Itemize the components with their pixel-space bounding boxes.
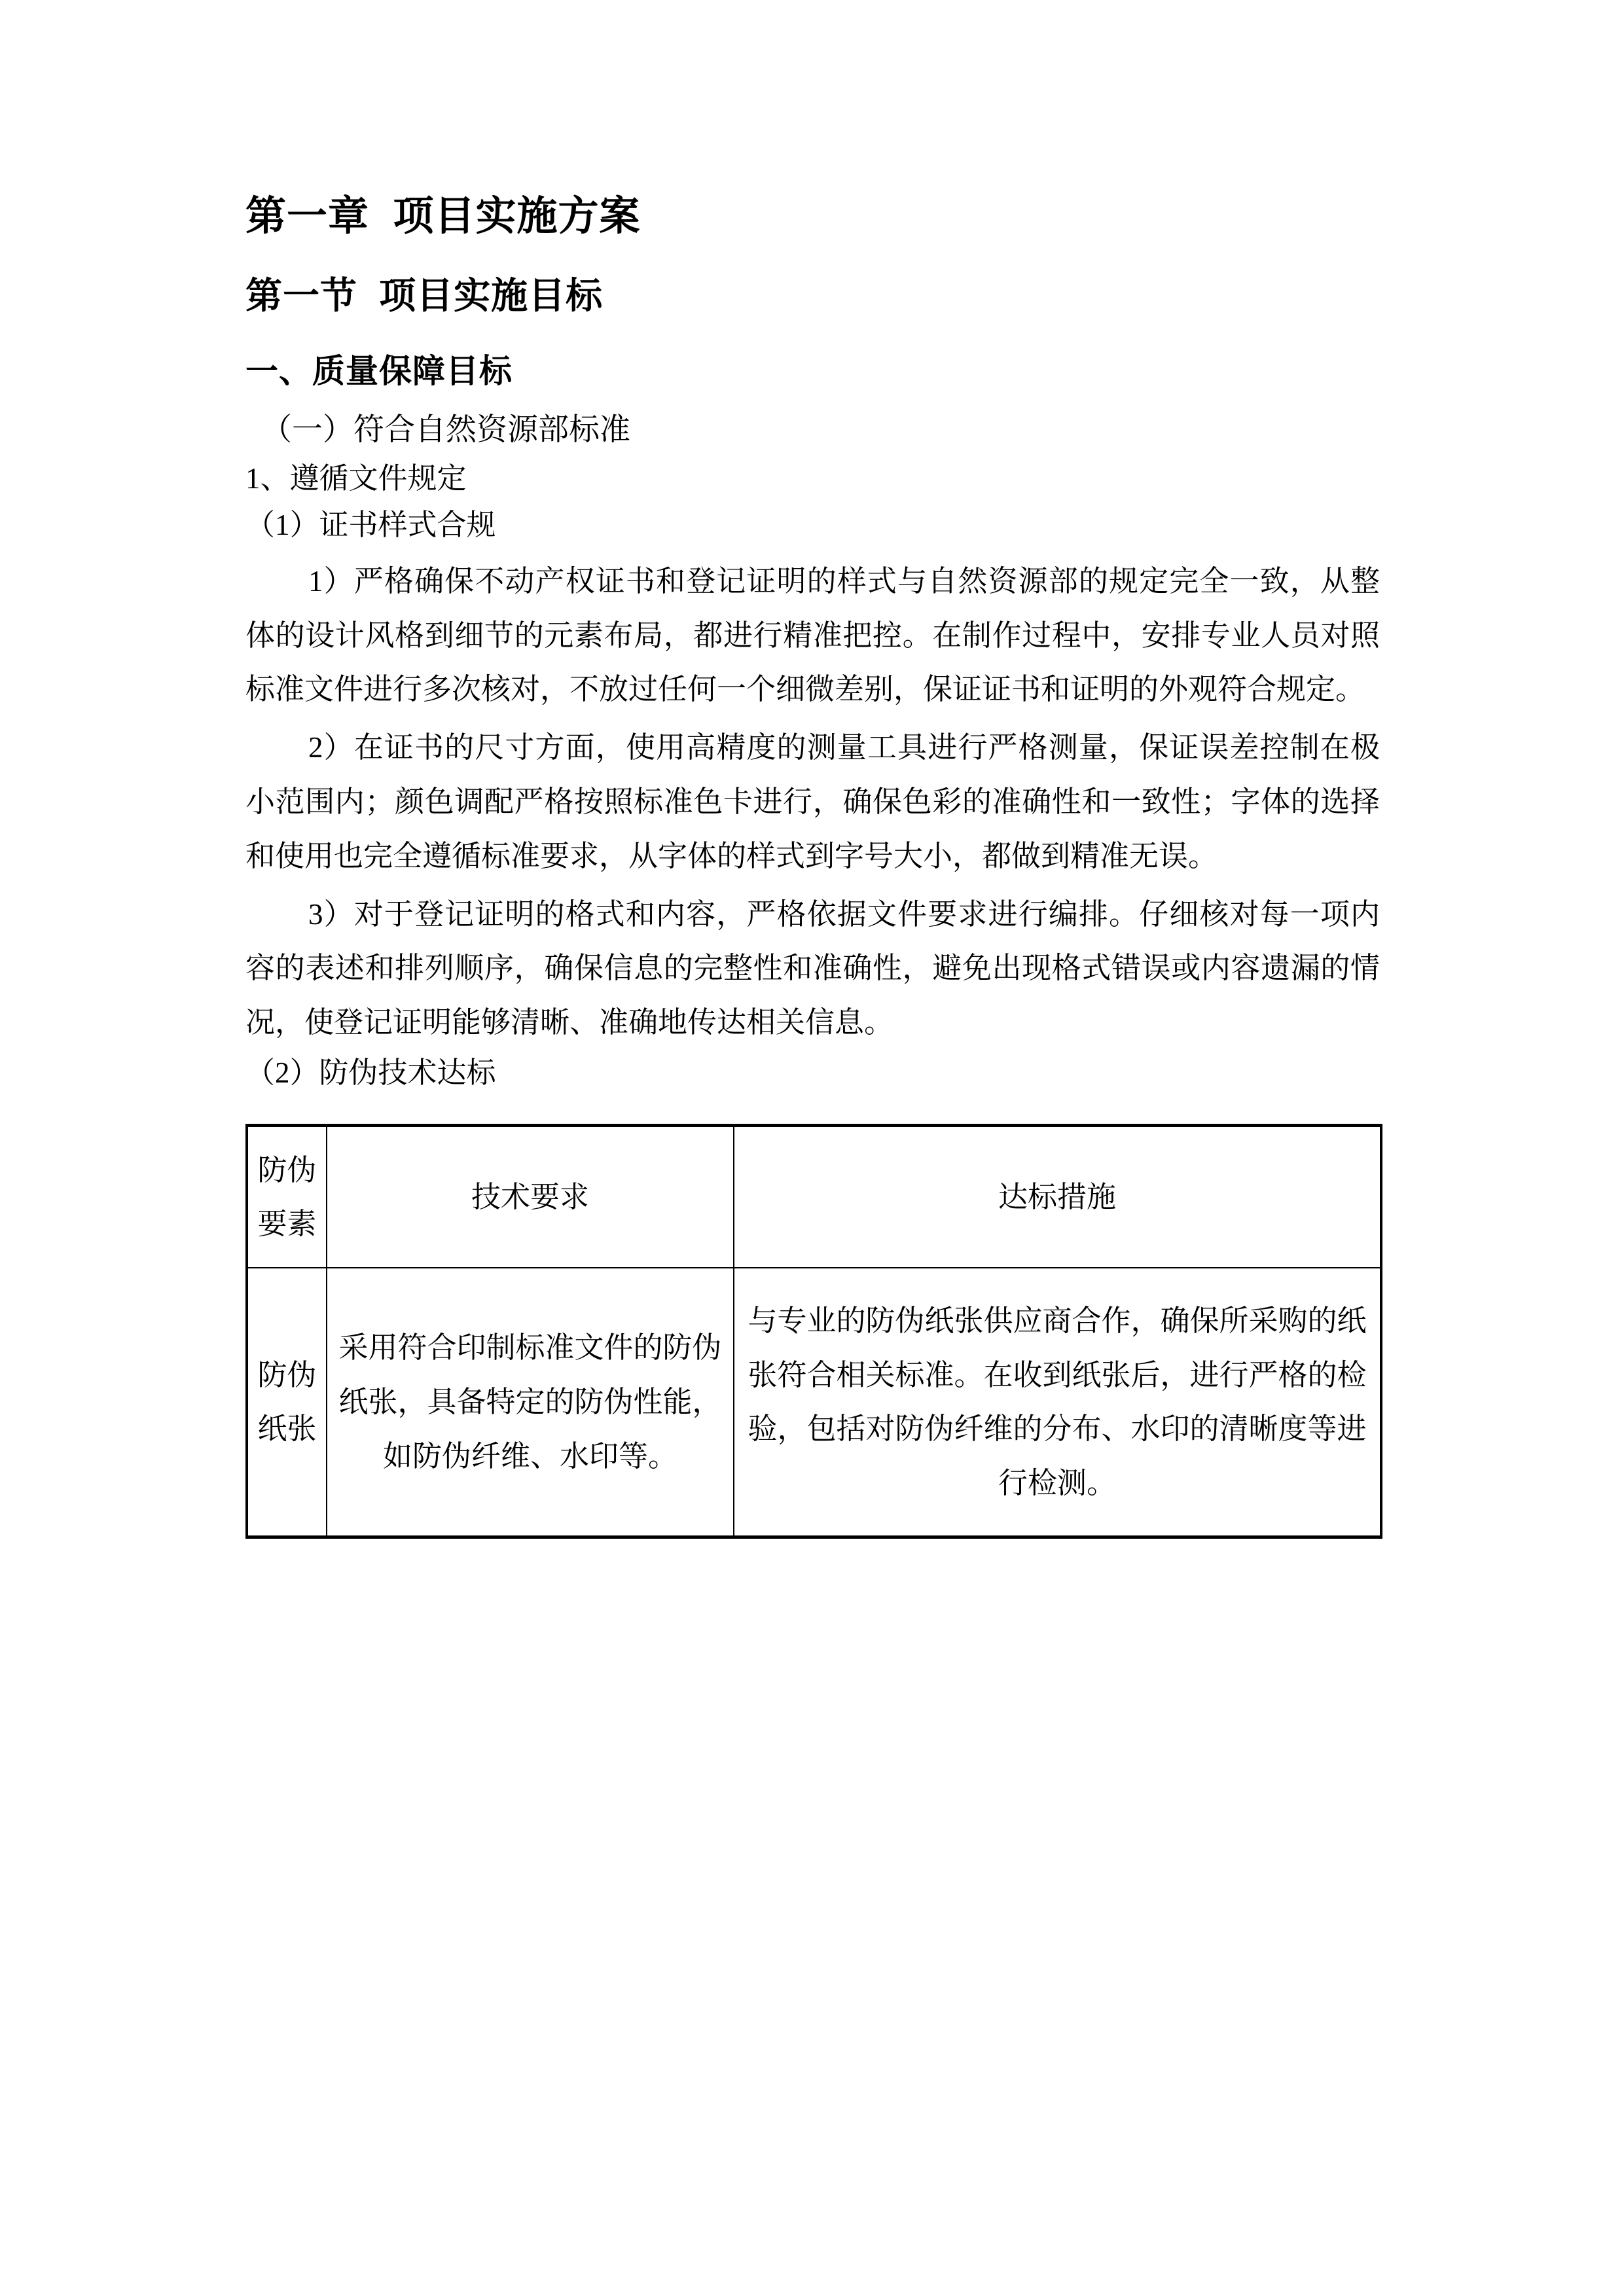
outline-item-1-label: （1）证书样式合规 bbox=[245, 509, 496, 542]
table-spacer bbox=[245, 1102, 1380, 1124]
table-header-element: 防伪要素 bbox=[247, 1126, 327, 1268]
table-cell-requirement: 采用符合印制标准文件的防伪纸张，具备特定的防伪性能，如防伪纤维、水印等。 bbox=[327, 1268, 734, 1537]
anti-counterfeit-table bbox=[245, 1124, 1382, 1539]
outline-level-1: 1、遵循文件规定 bbox=[245, 462, 467, 495]
table-header-requirement: 技术要求 bbox=[327, 1126, 734, 1268]
table-row bbox=[247, 1268, 1381, 1537]
chapter-heading: 第一章 项目实施方案 bbox=[245, 194, 641, 239]
table-cell-measure: 与专业的防伪纸张供应商合作，确保所采购的纸张符合相关标准。在收到纸张后，进行严格的检验，包括对防伪纤维的分布、水印的清晰度等进行检测。 bbox=[734, 1268, 1381, 1537]
table-header-measure: 达标措施 bbox=[734, 1126, 1381, 1268]
table-cell-element: 防伪纸张 bbox=[247, 1268, 327, 1537]
subsection-heading: 一、质量保障目标 bbox=[245, 353, 513, 389]
outline-item-2-label: （2）防伪技术达标 bbox=[245, 1056, 496, 1089]
body-paragraph-3: 3）对于登记证明的格式和内容，严格依据文件要求进行编排。仔细核对每一项内容的表述和排列顺序，确保信息的完整性和准确性，避免出现格式错误或内容遗漏的情况，使登记证明能够清晰、准确地传达相关信息。 bbox=[245, 897, 1380, 1039]
outline-level-a: （一）符合自然资源部标准 bbox=[261, 413, 630, 447]
body-paragraph-1: 1）严格确保不动产权证书和登记证明的样式与自然资源部的规定完全一致，从整体的设计风格到细节的元素布局，都进行精准把控。在制作过程中，安排专业人员对照标准文件进行多次核对，不放过任何一个细微差别，保证证书和证明的外观符合规定。 bbox=[245, 564, 1380, 706]
table-header-row bbox=[247, 1126, 1381, 1268]
body-paragraph-2: 2）在证书的尺寸方面，使用高精度的测量工具进行严格测量，保证误差控制在极小范围内；颜色调配严格按照标准色卡进行，确保色彩的准确性和一致性；字体的选择和使用也完全遵循标准要求，从字体的样式到字号大小，都做到精准无误。 bbox=[245, 731, 1380, 872]
section-heading: 第一节 项目实施目标 bbox=[245, 275, 604, 316]
